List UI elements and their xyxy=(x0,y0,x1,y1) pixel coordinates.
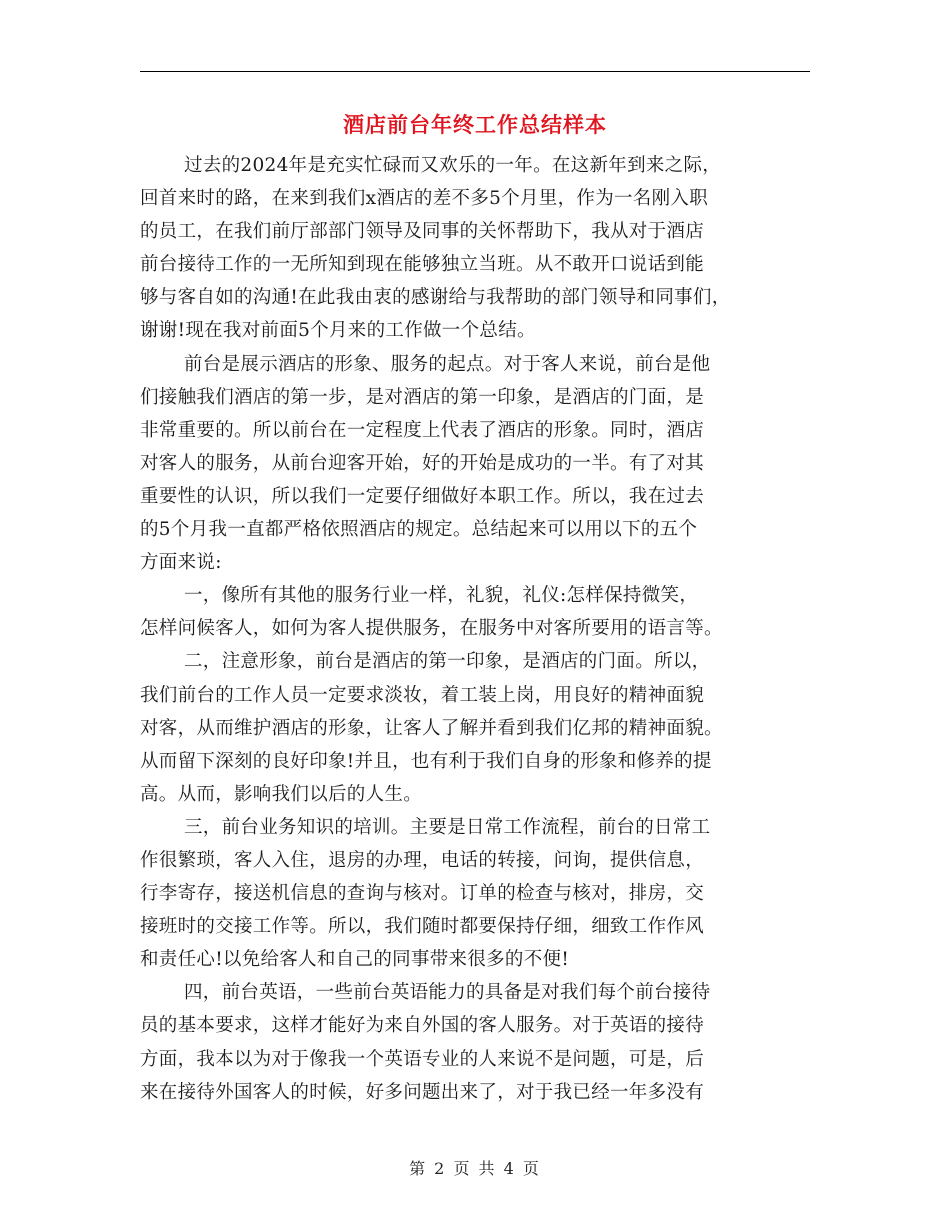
paragraph-line: 和责任心!以免给客人和自己的同事带来很多的不便! xyxy=(140,949,570,971)
paragraph-line: 非常重要的。所以前台在一定程度上代表了酒店的形象。同时，酒店 xyxy=(140,419,705,441)
document-title: 酒店前台年终工作总结样本 xyxy=(343,112,607,137)
paragraph-line: 行李寄存，接送机信息的查询与核对。订单的检查与核对，排房，交 xyxy=(140,883,705,905)
paragraph-line: 回首来时的路，在来到我们x酒店的差不多5个月里，作为一名刚入职 xyxy=(140,188,709,210)
paragraph-line: 接班时的交接工作等。所以，我们随时都要保持仔细，细致工作作风 xyxy=(140,916,705,938)
paragraph-line: 对客人的服务，从前台迎客开始，好的开始是成功的一半。有了对其 xyxy=(140,452,705,474)
paragraph-line: 谢谢!现在我对前面5个月来的工作做一个总结。 xyxy=(140,320,536,342)
paragraph-line: 们接触我们酒店的第一步，是对酒店的第一印象，是酒店的门面，是 xyxy=(140,386,705,408)
header-rule xyxy=(140,71,810,72)
paragraph-line: 四，前台英语，一些前台英语能力的具备是对我们每个前台接待 xyxy=(184,982,711,1004)
paragraph-line: 前台接待工作的一无所知到现在能够独立当班。从不敢开口说话到能 xyxy=(140,254,705,276)
paragraph-line: 对客，从而维护酒店的形象，让客人了解并看到我们亿邦的精神面貌。 xyxy=(140,717,723,739)
paragraph-line: 过去的2024年是充实忙碌而又欢乐的一年。在这新年到来之际， xyxy=(184,155,722,176)
paragraph-line: 来在接待外国客人的时候，好多问题出来了，对于我已经一年多没有 xyxy=(140,1081,705,1103)
paragraph-line: 从而留下深刻的良好印象!并且，也有利于我们自身的形象和修养的提 xyxy=(140,750,712,772)
paragraph-line: 三，前台业务知识的培训。主要是日常工作流程，前台的日常工 xyxy=(184,816,711,838)
paragraph-line: 方面来说: xyxy=(140,552,222,574)
paragraph-line: 我们前台的工作人员一定要求淡妆，着工装上岗，用良好的精神面貌 xyxy=(140,684,705,706)
paragraph-line: 作很繁琐，客人入住，退房的办理，电话的转接，问询，提供信息， xyxy=(140,849,705,871)
paragraph-line: 一，像所有其他的服务行业一样，礼貌，礼仪:怎样保持微笑， xyxy=(184,585,699,607)
paragraph-line: 前台是展示酒店的形象、服务的起点。对于客人来说，前台是他 xyxy=(184,353,711,375)
paragraph-line: 重要性的认识，所以我们一定要仔细做好本职工作。所以，我在过去 xyxy=(140,485,705,507)
paragraph-line: 高。从而，影响我们以后的人生。 xyxy=(140,783,423,805)
paragraph-line: 的5个月我一直都严格依照酒店的规定。总结起来可以用以下的五个 xyxy=(140,519,698,541)
paragraph-line: 方面，我本以为对于像我一个英语专业的人来说不是问题，可是，后 xyxy=(140,1048,705,1070)
paragraph-line: 二，注意形象，前台是酒店的第一印象，是酒店的门面。所以， xyxy=(184,651,711,673)
paragraph-line: 怎样问候客人，如何为客人提供服务，在服务中对客所要用的语言等。 xyxy=(140,618,723,640)
page-number: 第 2 页 共 4 页 xyxy=(409,1159,541,1178)
paragraph-line: 的员工，在我们前厅部部门领导及同事的关怀帮助下，我从对于酒店 xyxy=(140,221,705,243)
document-body xyxy=(140,149,810,1109)
paragraph-line: 员的基本要求，这样才能好为来自外国的客人服务。对于英语的接待 xyxy=(140,1015,705,1037)
paragraph-line: 够与客自如的沟通!在此我由衷的感谢给与我帮助的部门领导和同事们， xyxy=(140,287,731,309)
